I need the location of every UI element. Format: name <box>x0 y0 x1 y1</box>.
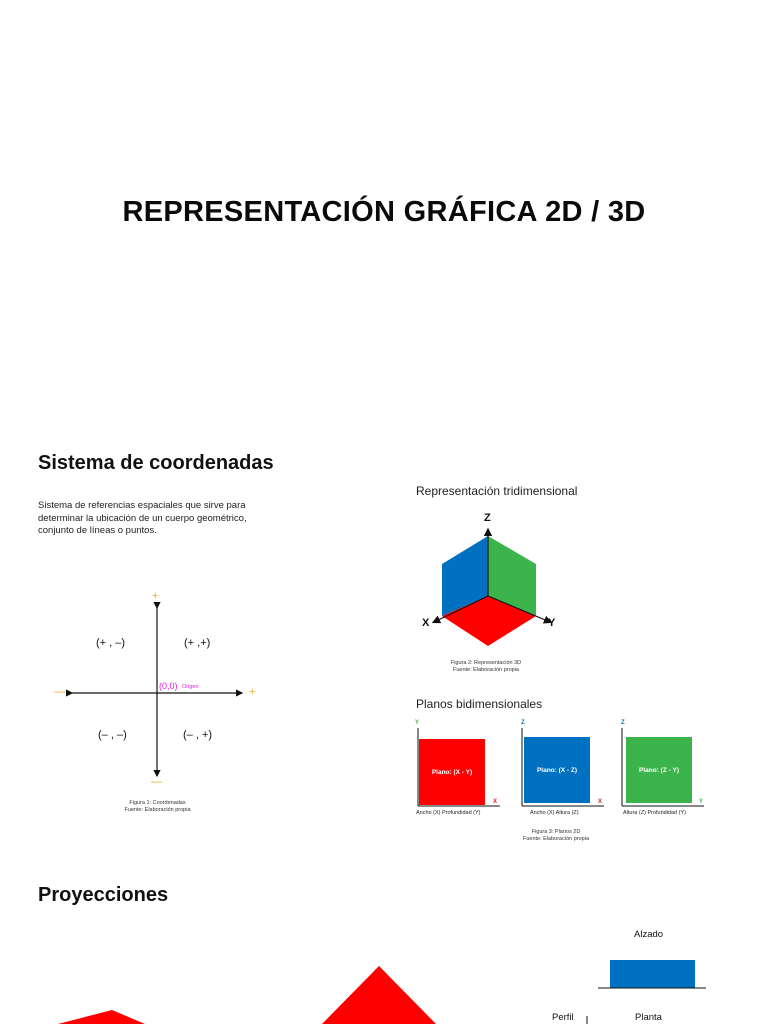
axis-label-y: Y <box>548 617 556 629</box>
plane-2-right-axis: X <box>598 799 603 805</box>
coordinate-axes-diagram <box>50 588 270 798</box>
alzado-rectangle <box>610 960 695 988</box>
planta-label: Planta <box>635 1012 662 1023</box>
red-triangle-center <box>322 966 436 1024</box>
coordinates-description: Sistema de referencias espaciales que sirve para determinar la ubicación de un cuerpo geométrico, conjunto de líneas o puntos. <box>38 500 247 536</box>
red-shape-left <box>58 1010 145 1024</box>
page-title: REPRESENTACIÓN GRÁFICA 2D / 3D <box>122 196 646 228</box>
plane-3-top-axis: Z <box>621 720 625 726</box>
origin-word: Origen <box>182 684 199 690</box>
figure-2-caption <box>430 660 542 674</box>
plane-3-caption: Altura (Z) Profundidad (Y) <box>623 810 686 816</box>
plane-xz: Plano: (X - Z) <box>524 737 590 803</box>
plane-zy: Plano: (Z - Y) <box>626 737 692 803</box>
axis-label-x: X <box>422 617 430 629</box>
caption-line: Fuente: Elaboración propia <box>452 667 520 673</box>
quadrant-label: (– , +) <box>183 729 213 741</box>
plane-1-caption: Ancho (X) Profundidad (Y) <box>416 810 481 816</box>
plane-2-top-axis: Z <box>521 720 525 726</box>
quadrant-label: (– , –) <box>98 729 127 741</box>
three-d-cube-diagram <box>420 508 560 653</box>
section-heading-projections: Proyecciones <box>38 884 169 906</box>
minus-sign-bottom: — <box>151 776 162 788</box>
plane-2-caption: Ancho (X) Altura (Z) <box>530 810 579 816</box>
minus-sign-left: — <box>54 686 65 698</box>
alzado-label: Alzado <box>634 929 664 940</box>
axis-label-z: Z <box>484 512 491 524</box>
figure-1-caption <box>100 800 215 814</box>
perfil-label: Perfil <box>552 1012 574 1023</box>
plus-sign-top: + <box>152 590 159 602</box>
plane-3-right-axis: Y <box>699 799 704 805</box>
quadrant-label: (+ ,+) <box>184 637 211 649</box>
quadrant-label: (+ , –) <box>96 637 126 649</box>
three-d-heading: Representación tridimensional <box>416 484 578 498</box>
section-heading-coordinates: Sistema de coordenadas <box>38 452 274 474</box>
planes-heading: Planos bidimensionales <box>416 697 543 711</box>
origin-label: (0,0) <box>159 681 178 691</box>
caption-line: Figura 3: Planos 2D <box>531 829 581 835</box>
plus-sign-right: + <box>249 686 256 698</box>
caption-line: Figura 1: Coordenadas <box>129 800 186 806</box>
plane-1-right-axis: X <box>493 799 498 805</box>
plane-xy: Plano: (X - Y) <box>419 739 485 805</box>
plane-1-top-axis: Y <box>415 720 420 726</box>
figure-3-caption <box>500 829 612 843</box>
caption-line: Fuente: Elaboración propia <box>522 836 590 842</box>
caption-line: Fuente: Elaboración propia <box>124 807 191 813</box>
caption-line: Figura 2: Representación 3D <box>450 660 522 666</box>
